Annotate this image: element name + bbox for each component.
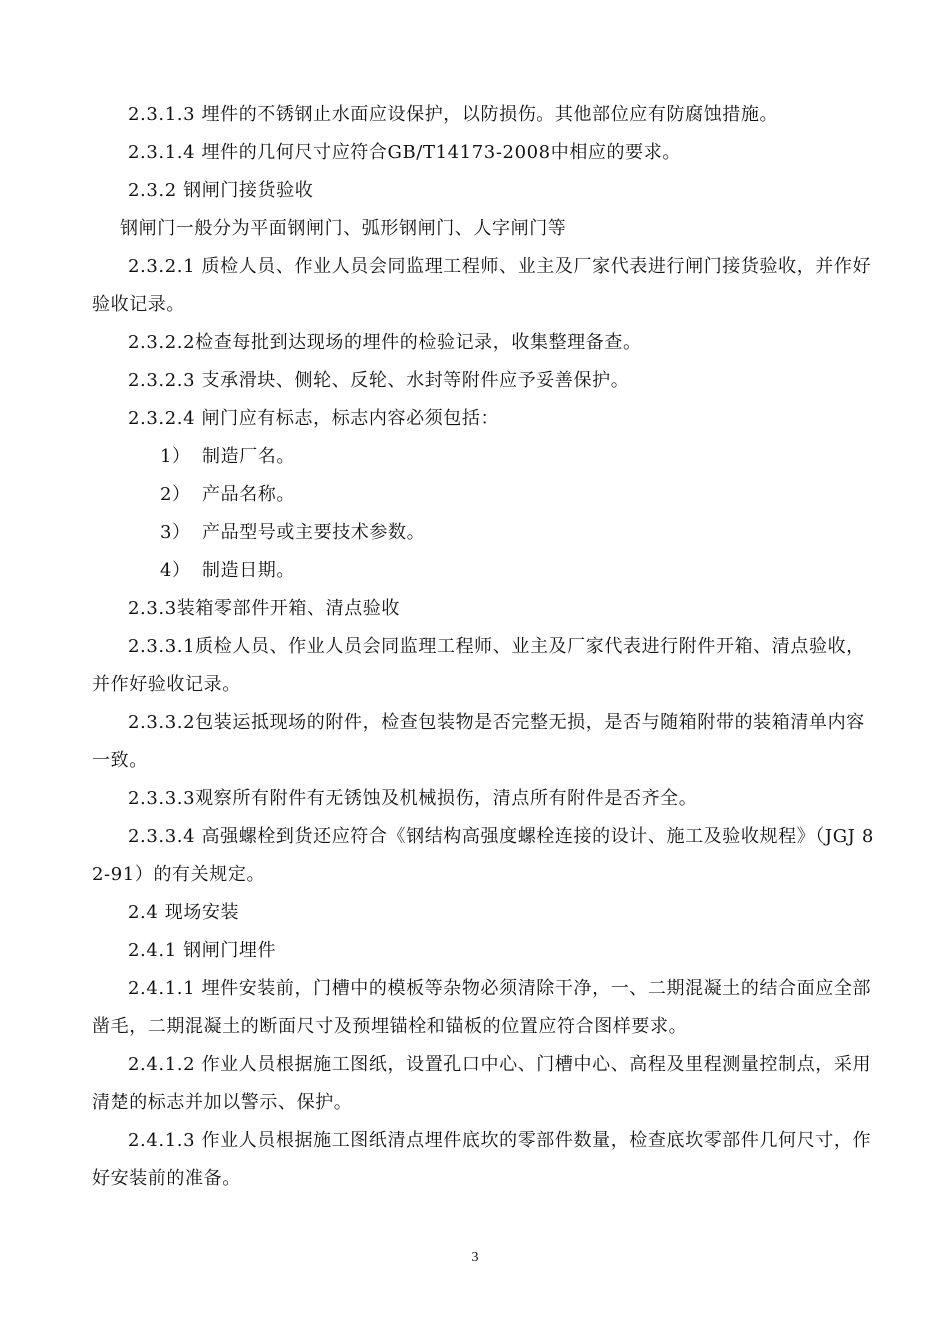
list-number: 2） xyxy=(160,484,191,505)
list-text: 产品型号或主要技术参数。 xyxy=(202,522,426,543)
paragraph-2-4-1-1: 2.4.1.1 埋件安装前，门槽中的模板等杂物必须清除干净，一、二期混凝土的结合面应全部凿毛，二期混凝土的断面尺寸及预埋锚栓和锚板的位置应符合图样要求。 xyxy=(92,978,872,1037)
list-number: 1） xyxy=(160,446,191,467)
list-number: 3） xyxy=(160,522,191,543)
paragraph-2-4-1-3: 2.4.1.3 作业人员根据施工图纸清点埋件底坎的零部件数量，检查底坎零部件几何尺寸，作好安装前的准备。 xyxy=(92,1130,872,1189)
paragraph-2-3-1-3: 2.3.1.3 埋件的不锈钢止水面应设保护，以防损伤。其他部位应有防腐蚀措施。 xyxy=(128,104,779,125)
paragraph-2-3-2-4: 2.3.2.4 闸门应有标志，标志内容必须包括： xyxy=(128,408,500,429)
list-text: 制造日期。 xyxy=(202,560,295,581)
document-body xyxy=(92,96,882,1198)
paragraph-2-3-3-4: 2.3.3.4 高强螺栓到货还应符合《钢结构高强度螺栓连接的设计、施工及验收规程》（JGJ 82-91）的有关规定。 xyxy=(92,826,874,885)
page-number: 3 xyxy=(471,1250,479,1265)
heading-2-3-2: 2.3.2 钢闸门接货验收 xyxy=(128,180,314,201)
list-item xyxy=(92,514,882,552)
heading-2-3-3: 2.3.3装箱零部件开箱、清点验收 xyxy=(128,598,400,619)
heading-2-4: 2.4 现场安装 xyxy=(128,902,240,923)
list-item xyxy=(92,476,882,514)
paragraph-2-4-1-2: 2.4.1.2 作业人员根据施工图纸，设置孔口中心、门槽中心、高程及里程测量控制点，采用清楚的标志并加以警示、保护。 xyxy=(92,1054,872,1113)
list-text: 产品名称。 xyxy=(202,484,295,505)
paragraph-2-3-3-1: 2.3.3.1质检人员、作业人员会同监理工程师、业主及厂家代表进行附件开箱、清点验收，并作好验收记录。 xyxy=(92,636,865,695)
paragraph-2-3-3-3: 2.3.3.3观察所有附件有无锈蚀及机械损伤，清点所有附件是否齐全。 xyxy=(128,788,698,809)
list-item xyxy=(92,552,882,590)
list-text: 制造厂名。 xyxy=(202,446,295,467)
list-number: 4） xyxy=(160,560,191,581)
paragraph-2-3-2-2: 2.3.2.2检查每批到达现场的埋件的检验记录，收集整理备查。 xyxy=(128,332,642,353)
list-item xyxy=(92,438,882,476)
paragraph-2-3-2-3: 2.3.2.3 支承滑块、侧轮、反轮、水封等附件应予妥善保护。 xyxy=(128,370,630,391)
paragraph-gate-types: 钢闸门一般分为平面钢闸门、弧形钢闸门、人字闸门等 xyxy=(120,218,567,239)
paragraph-2-3-1-4: 2.3.1.4 埋件的几何尺寸应符合GB/T14173-2008中相应的要求。 xyxy=(128,142,681,163)
paragraph-2-3-3-2: 2.3.3.2包装运抵现场的附件，检查包装物是否完整无损，是否与随箱附带的装箱清单内容一致。 xyxy=(92,712,865,771)
heading-2-4-1: 2.4.1 钢闸门埋件 xyxy=(128,940,277,961)
paragraph-2-3-2-1: 2.3.2.1 质检人员、作业人员会同监理工程师、业主及厂家代表进行闸门接货验收，并作好验收记录。 xyxy=(92,256,872,315)
